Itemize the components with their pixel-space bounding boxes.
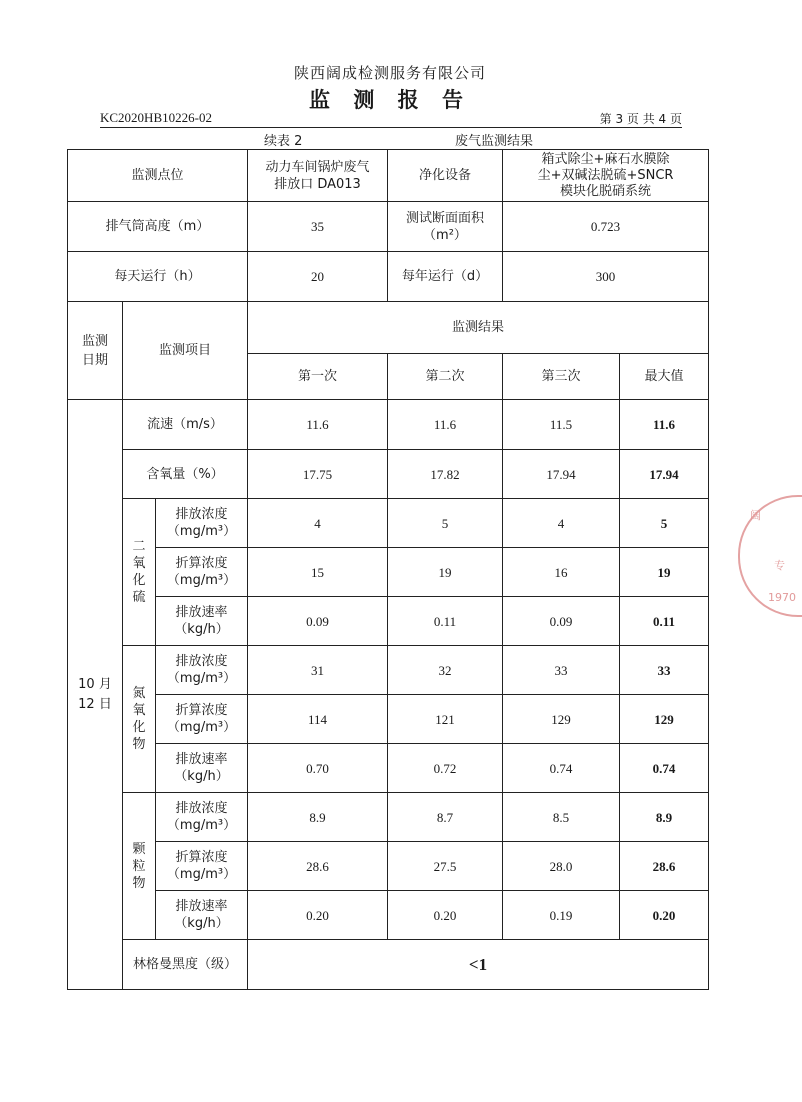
particulate-matter-emission-concentration-run-2: 8.7: [388, 793, 503, 842]
nitrogen-oxides-emission-rate-label: 排放速率 （kg/h）: [156, 744, 248, 793]
nitrogen-oxides-emission-concentration-max: 33: [620, 646, 709, 695]
monitoring-date-header: 监测 日期: [68, 302, 123, 400]
table-title: 废气监测结果: [455, 134, 534, 149]
sulfur-dioxide-emission-concentration-label: 排放浓度 （mg/m³）: [156, 499, 248, 548]
nitrogen-oxides-converted-concentration-row: [68, 695, 709, 744]
oxygen-content-run-2: 17.82: [388, 450, 503, 499]
sulfur-dioxide-converted-concentration-run-2: 19: [388, 548, 503, 597]
flow-velocity-run-1: 11.6: [248, 400, 388, 450]
daily-operation-label: 每天运行（h）: [68, 252, 248, 302]
monitoring-results-header: 监测结果: [248, 302, 709, 354]
nitrogen-oxides-converted-concentration-max: 129: [620, 695, 709, 744]
particulate-matter-converted-concentration-run-1: 28.6: [248, 842, 388, 891]
section-area-label: 测试断面面积（m²）: [388, 202, 503, 252]
column-header-run-1: 第一次: [248, 354, 388, 400]
sulfur-dioxide-converted-concentration-run-3: 16: [503, 548, 620, 597]
nitrogen-oxides-emission-rate-max: 0.74: [620, 744, 709, 793]
company-name: 陕西阔成检测服务有限公司: [293, 64, 486, 82]
section-area-value: 0.723: [503, 202, 709, 252]
flow-velocity-run-2: 11.6: [388, 400, 503, 450]
stack-height-value: 35: [248, 202, 388, 252]
particulate-matter-emission-rate-label: 排放速率 （kg/h）: [156, 891, 248, 940]
particulate-matter-emission-rate-run-2: 0.20: [388, 891, 503, 940]
sulfur-dioxide-group-label: 二 氧 化 硫: [123, 499, 156, 646]
row-stack-height: [68, 202, 709, 252]
table-continued-label: 续表 2: [264, 134, 303, 149]
nitrogen-oxides-converted-concentration-run-3: 129: [503, 695, 620, 744]
nitrogen-oxides-emission-concentration-label: 排放浓度 （mg/m³）: [156, 646, 248, 695]
sulfur-dioxide-emission-concentration-run-2: 5: [388, 499, 503, 548]
sulfur-dioxide-emission-rate-row: [68, 597, 709, 646]
ringelmann-value: <1: [248, 940, 709, 990]
nitrogen-oxides-emission-concentration-run-2: 32: [388, 646, 503, 695]
nitrogen-oxides-emission-concentration-run-1: 31: [248, 646, 388, 695]
sulfur-dioxide-emission-rate-run-2: 0.11: [388, 597, 503, 646]
sulfur-dioxide-converted-concentration-row: [68, 548, 709, 597]
row-results-header: [68, 302, 709, 354]
monitoring-point-label: 监测点位: [68, 150, 248, 202]
sulfur-dioxide-converted-concentration-label: 折算浓度 （mg/m³）: [156, 548, 248, 597]
column-header-run-3: 第三次: [503, 354, 620, 400]
seal-text-top: 阔: [750, 509, 761, 522]
ringelmann-label: 林格曼黑度（级）: [123, 940, 248, 990]
sulfur-dioxide-emission-rate-max: 0.11: [620, 597, 709, 646]
sulfur-dioxide-emission-rate-run-3: 0.09: [503, 597, 620, 646]
particulate-matter-emission-rate-run-1: 0.20: [248, 891, 388, 940]
oxygen-content-run-1: 17.75: [248, 450, 388, 499]
nitrogen-oxides-converted-concentration-label: 折算浓度 （mg/m³）: [156, 695, 248, 744]
nitrogen-oxides-emission-concentration-run-3: 33: [503, 646, 620, 695]
row-oxygen-content: [68, 450, 709, 499]
monitoring-date: 10 月 12 日: [68, 400, 123, 990]
particulate-matter-emission-rate-run-3: 0.19: [503, 891, 620, 940]
particulate-matter-emission-concentration-run-1: 8.9: [248, 793, 388, 842]
sulfur-dioxide-emission-rate-label: 排放速率 （kg/h）: [156, 597, 248, 646]
particulate-matter-emission-rate-row: [68, 891, 709, 940]
yearly-operation-value: 300: [503, 252, 709, 302]
equipment-value: 箱式除尘+麻石水膜除 尘+双碱法脱硫+SNCR 模块化脱硝系统: [503, 150, 709, 202]
company-seal-fragment: [738, 495, 802, 617]
header-divider: [100, 127, 682, 128]
column-header-run-2: 第二次: [388, 354, 503, 400]
sulfur-dioxide-converted-concentration-max: 19: [620, 548, 709, 597]
particulate-matter-emission-concentration-row: [68, 793, 709, 842]
sulfur-dioxide-emission-rate-run-1: 0.09: [248, 597, 388, 646]
monitoring-point-value: 动力车间锅炉废气 排放口 DA013: [248, 150, 388, 202]
daily-operation-value: 20: [248, 252, 388, 302]
page-info: 第 3 页 共 4 页: [599, 112, 682, 126]
sulfur-dioxide-emission-concentration-max: 5: [620, 499, 709, 548]
monitoring-results-table: [67, 149, 709, 990]
nitrogen-oxides-converted-concentration-run-2: 121: [388, 695, 503, 744]
sulfur-dioxide-converted-concentration-run-1: 15: [248, 548, 388, 597]
monitoring-item-header: 监测项目: [123, 302, 248, 400]
nitrogen-oxides-emission-rate-run-2: 0.72: [388, 744, 503, 793]
yearly-operation-label: 每年运行（d）: [388, 252, 503, 302]
particulate-matter-converted-concentration-run-2: 27.5: [388, 842, 503, 891]
nitrogen-oxides-emission-rate-row: [68, 744, 709, 793]
nitrogen-oxides-emission-rate-run-3: 0.74: [503, 744, 620, 793]
row-operation: [68, 252, 709, 302]
nitrogen-oxides-emission-concentration-row: [68, 646, 709, 695]
seal-text-num: 1970: [768, 591, 796, 604]
particulate-matter-converted-concentration-row: [68, 842, 709, 891]
ringelmann-row: [68, 940, 709, 990]
oxygen-content-max: 17.94: [620, 450, 709, 499]
particulate-matter-emission-concentration-max: 8.9: [620, 793, 709, 842]
flow-velocity-max: 11.6: [620, 400, 709, 450]
stack-height-label: 排气筒高度（m）: [68, 202, 248, 252]
row-monitoring-point: [68, 150, 709, 202]
oxygen-content-label: 含氧量（%）: [123, 450, 248, 499]
flow-velocity-run-3: 11.5: [503, 400, 620, 450]
sulfur-dioxide-emission-concentration-run-3: 4: [503, 499, 620, 548]
report-title: 监 测 报 告: [309, 88, 471, 112]
oxygen-content-run-3: 17.94: [503, 450, 620, 499]
flow-velocity-label: 流速（m/s）: [123, 400, 248, 450]
nitrogen-oxides-emission-rate-run-1: 0.70: [248, 744, 388, 793]
row-flow-velocity: [68, 400, 709, 450]
particulate-matter-converted-concentration-max: 28.6: [620, 842, 709, 891]
sulfur-dioxide-emission-concentration-row: [68, 499, 709, 548]
report-number: KC2020HB10226-02: [100, 110, 212, 125]
particulate-matter-converted-concentration-run-3: 28.0: [503, 842, 620, 891]
particulate-matter-emission-concentration-run-3: 8.5: [503, 793, 620, 842]
particulate-matter-converted-concentration-label: 折算浓度 （mg/m³）: [156, 842, 248, 891]
particulate-matter-emission-concentration-label: 排放浓度 （mg/m³）: [156, 793, 248, 842]
nitrogen-oxides-converted-concentration-run-1: 114: [248, 695, 388, 744]
sulfur-dioxide-emission-concentration-run-1: 4: [248, 499, 388, 548]
particulate-matter-emission-rate-max: 0.20: [620, 891, 709, 940]
equipment-label: 净化设备: [388, 150, 503, 202]
seal-text-mid: 专: [774, 559, 785, 572]
column-header-max: 最大值: [620, 354, 709, 400]
particulate-matter-group-label: 颗 粒 物: [123, 793, 156, 940]
nitrogen-oxides-group-label: 氮 氧 化 物: [123, 646, 156, 793]
